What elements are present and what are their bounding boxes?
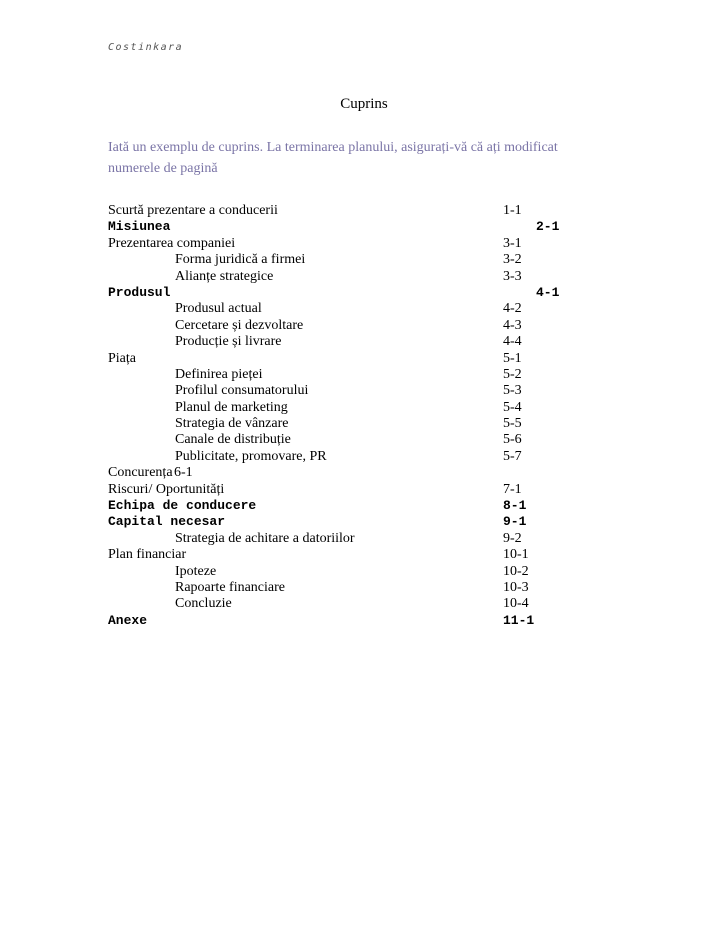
- toc-entry-label: Forma juridică a firmei: [175, 252, 306, 268]
- toc-entry-page: 5-1: [503, 350, 522, 366]
- table-of-contents: [108, 203, 578, 629]
- toc-subentry: [108, 400, 578, 416]
- toc-entry-page: 5-5: [503, 416, 522, 432]
- toc-entry-page: 7-1: [503, 481, 522, 497]
- toc-subentry: [108, 580, 578, 596]
- toc-entry-label: Rapoarte financiare: [175, 579, 285, 595]
- toc-entry: [108, 547, 578, 563]
- toc-entry-label: Piața: [108, 350, 136, 366]
- toc-entry-page: 5-6: [503, 432, 522, 448]
- toc-entry-page: 8-1: [503, 498, 527, 514]
- toc-entry-page: 4-1: [536, 284, 560, 300]
- page-header-author: Costinkara: [108, 42, 184, 53]
- toc-entry-label: Profilul consumatorului: [175, 383, 309, 399]
- toc-entry-label: Misiunea: [108, 219, 171, 235]
- toc-entry-label: Cercetare și dezvoltare: [175, 317, 304, 333]
- toc-entry-page: 10-1: [503, 547, 529, 563]
- page-title: Cuprins: [340, 96, 388, 112]
- toc-subentry: [108, 269, 578, 285]
- toc-entry-label: Prezentarea companiei: [108, 235, 236, 251]
- toc-entry-label: Produsul actual: [175, 301, 262, 317]
- toc-entry: [108, 285, 578, 301]
- toc-entry-label: Produsul: [108, 284, 171, 300]
- toc-entry-page: 3-1: [503, 235, 522, 251]
- toc-entry-page: 9-2: [503, 530, 522, 546]
- toc-entry-label: Producție și livrare: [175, 334, 282, 350]
- toc-entry-page: 10-2: [503, 563, 529, 579]
- toc-subentry: [108, 432, 578, 448]
- toc-entry-page: 5-7: [503, 448, 522, 464]
- toc-subentry: [108, 596, 578, 612]
- toc-entry: [108, 482, 578, 498]
- toc-entry-page: 5-4: [503, 399, 522, 415]
- toc-entry: [108, 351, 578, 367]
- toc-entry: [108, 203, 578, 219]
- toc-entry-label: Concluzie: [175, 596, 232, 612]
- toc-entry-label: Strategia de vânzare: [175, 416, 289, 432]
- toc-entry-label: Capital necesar: [108, 514, 226, 530]
- toc-entry: [108, 465, 578, 481]
- toc-subentry: [108, 301, 578, 317]
- toc-entry-label: Scurtă prezentare a conducerii: [108, 203, 278, 218]
- toc-subentry: [108, 318, 578, 334]
- toc-entry-page: 3-2: [503, 252, 522, 268]
- toc-subentry: [108, 334, 578, 350]
- toc-entry-page: 10-4: [503, 596, 529, 612]
- toc-entry-label: Alianțe strategice: [175, 268, 274, 284]
- toc-entry-page: 11-1: [503, 612, 535, 628]
- intro-paragraph: Iată un exemplu de cuprins. La terminarea planului, asigurați-vă că ați modificat numerele de pagină: [108, 140, 558, 176]
- toc-entry-label: Definirea pieței: [175, 366, 263, 382]
- toc-entry-label: Strategia de achitare a datoriilor: [175, 530, 355, 546]
- toc-entry-page: 3-3: [503, 268, 522, 284]
- toc-subentry: [108, 531, 578, 547]
- toc-subentry: [108, 383, 578, 399]
- toc-subentry: [108, 367, 578, 383]
- toc-entry-label: Ipoteze: [175, 563, 217, 579]
- toc-entry-label: Plan financiar: [108, 547, 187, 563]
- toc-subentry: [108, 449, 578, 465]
- toc-entry-label: Echipa de conducere: [108, 498, 257, 514]
- toc-subentry: [108, 564, 578, 580]
- toc-entry-page: 6-1: [174, 465, 193, 481]
- toc-entry-page: 1-1: [503, 203, 522, 218]
- toc-entry: [108, 613, 578, 629]
- toc-entry-label: Anexe: [108, 612, 148, 628]
- toc-entry-page: 5-2: [503, 366, 522, 382]
- toc-entry-label: Riscuri/ Oportunități: [108, 481, 225, 497]
- toc-subentry: [108, 252, 578, 268]
- toc-entry-page: 10-3: [503, 579, 529, 595]
- toc-entry-label: Canale de distribuție: [175, 432, 291, 448]
- toc-entry-label: Publicitate, promovare, PR: [175, 448, 327, 464]
- toc-entry-label: Concurența: [108, 465, 173, 481]
- toc-entry-page: 5-3: [503, 383, 522, 399]
- toc-entry-page: 9-1: [503, 514, 527, 530]
- toc-entry: [108, 514, 578, 530]
- toc-entry-page: 4-4: [503, 334, 522, 350]
- toc-entry: [108, 219, 578, 235]
- toc-entry-page: 4-2: [503, 301, 522, 317]
- toc-entry-label: Planul de marketing: [175, 399, 288, 415]
- toc-entry: [108, 236, 578, 252]
- toc-entry-page: 4-3: [503, 317, 522, 333]
- toc-subentry: [108, 416, 578, 432]
- toc-entry: [108, 498, 578, 514]
- toc-entry-page: 2-1: [536, 219, 560, 235]
